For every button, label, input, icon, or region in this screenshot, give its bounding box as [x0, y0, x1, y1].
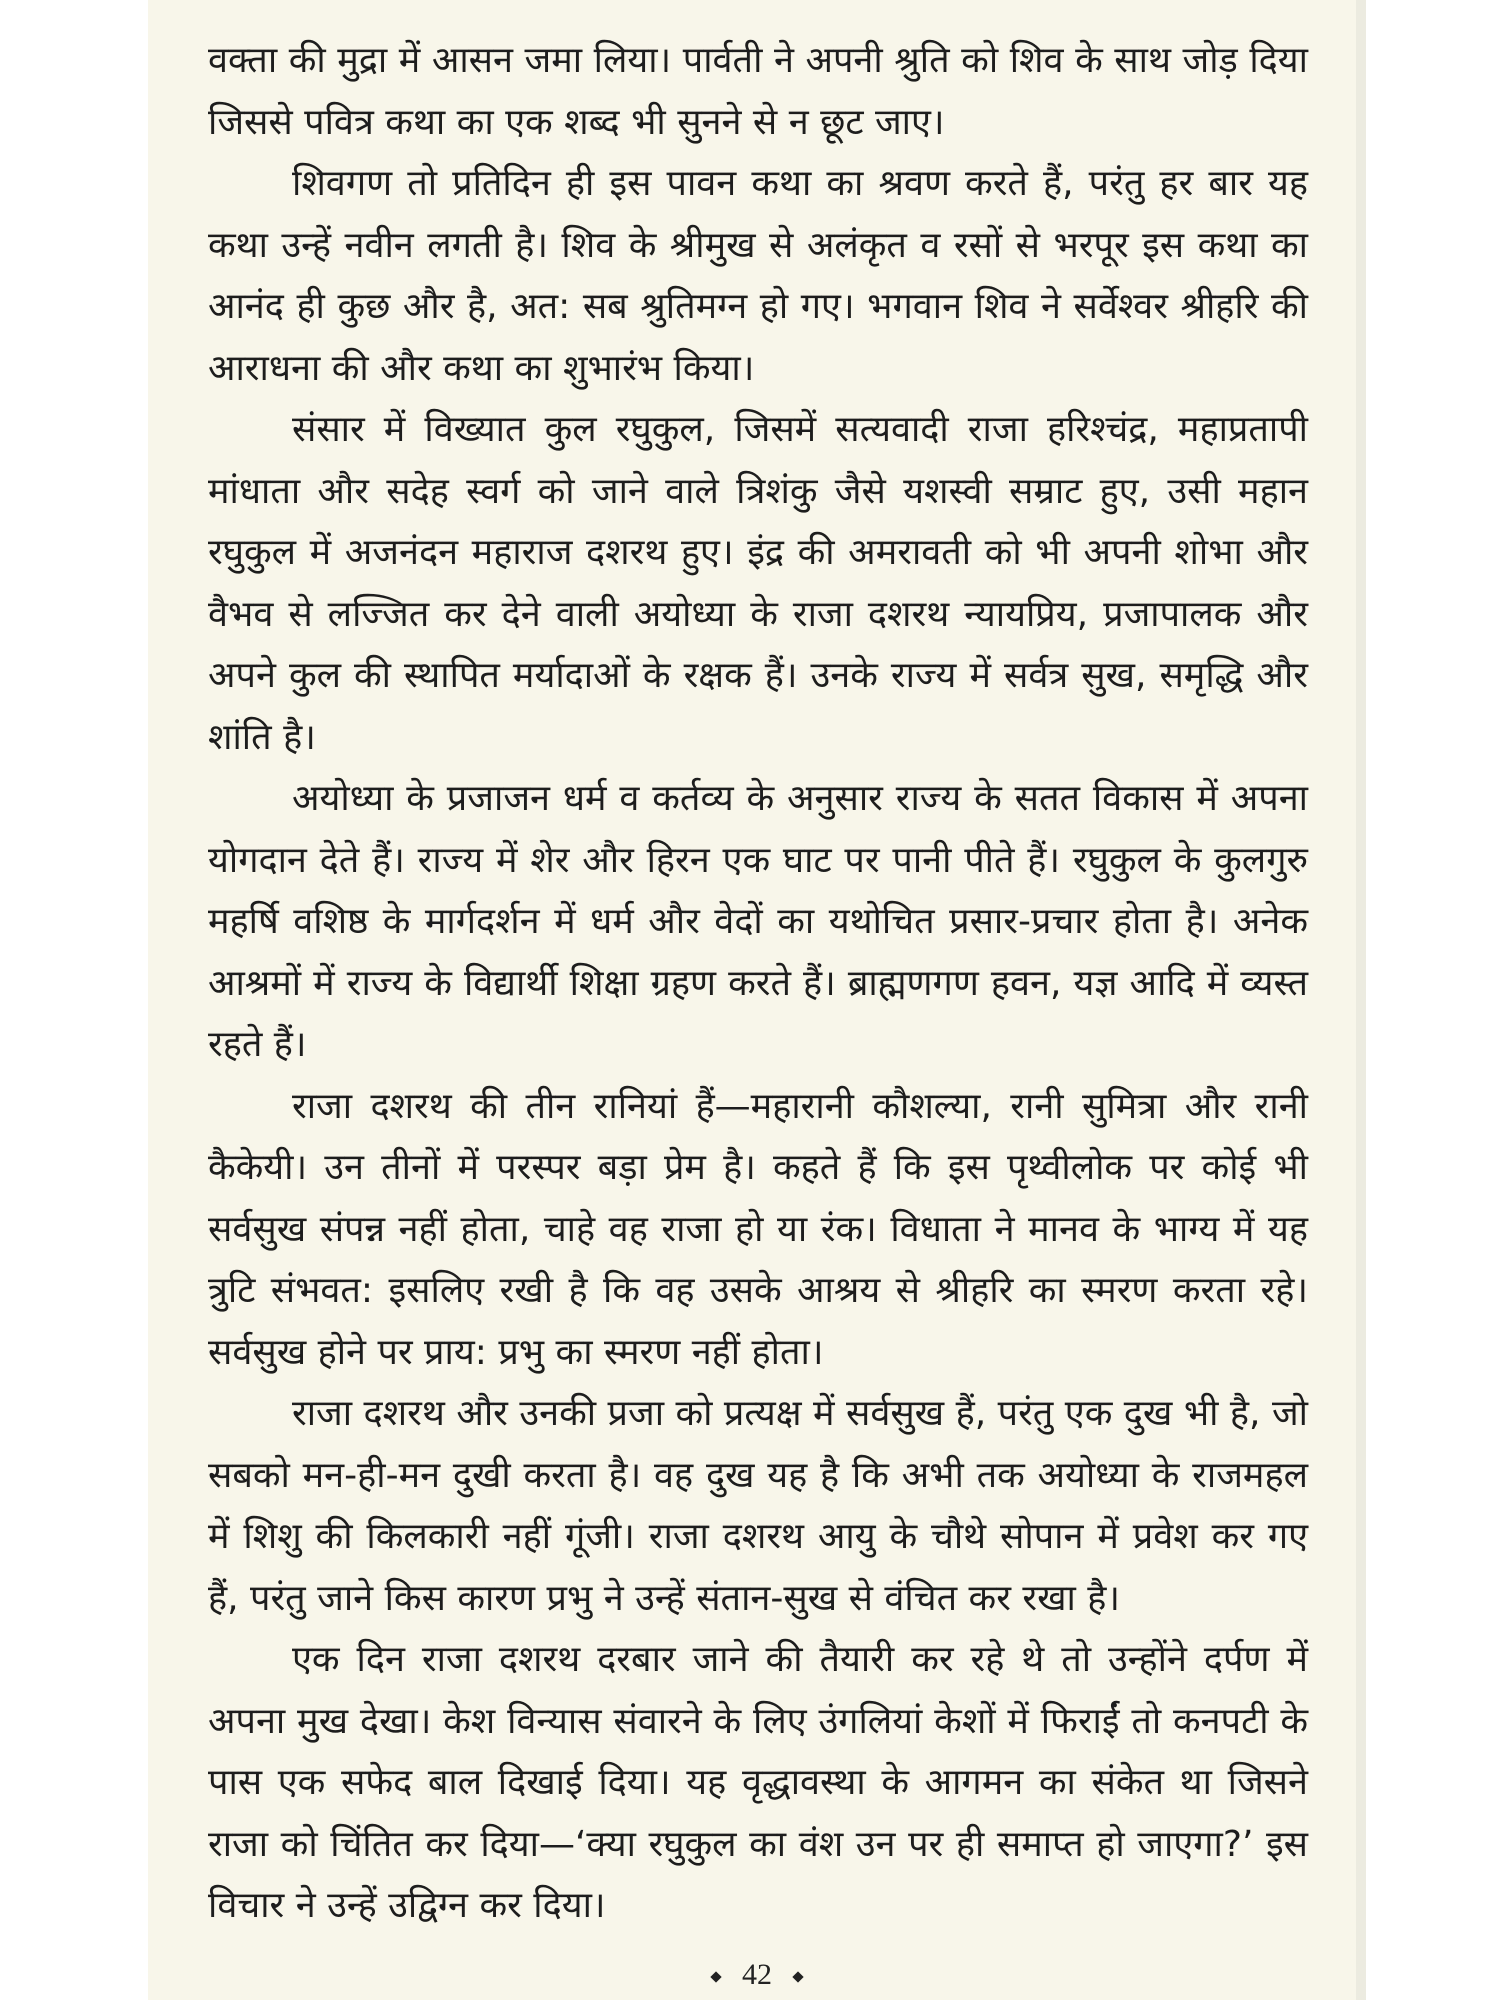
page-number: 42 — [742, 1958, 772, 1991]
page-footer — [148, 1958, 1366, 1992]
paragraph: वक्ता की मुद्रा में आसन जमा लिया। पार्वती ने अपनी श्रुति को शिव के साथ जोड़ दिया जिससे पवित्र कथा का एक शब्द भी सुनने से न छूट जाए। — [208, 40, 1308, 143]
body-text — [208, 30, 1308, 1937]
paragraph: राजा दशरथ की तीन रानियां हैं—महारानी कौशल्या, रानी सुमित्रा और रानी कैकेयी। उन तीनों में परस्पर बड़ा प्रेम है। कहते हैं कि इस पृथ्वीलोक पर कोई भी सर्वसुख संपन्न नहीं होता, चाहे वह राजा हो या रंक। विधाता ने मानव के भाग्य में यह त्रुटि संभवत: इसलिए रखी है कि वह उसके आश्रय से श्रीहरि का स्मरण करता रहे। सर्वसुख होने पर प्राय: प्रभु का स्मरण नहीं होता। — [208, 1085, 1308, 1373]
paragraph: शिवगण तो प्रतिदिन ही इस पावन कथा का श्रवण करते हैं, परंतु हर बार यह कथा उन्हें नवीन लगती है। शिव के श्रीमुख से अलंकृत व रसों से भरपूर इस कथा का आनंद ही कुछ और है, अत: सब श्रुतिमग्न हो गए। भगवान शिव ने सर्वेश्वर श्रीहरि की आराधना की और कथा का शुभारंभ किया। — [208, 163, 1308, 389]
paragraph: राजा दशरथ और उनकी प्रजा को प्रत्यक्ष में सर्वसुख हैं, परंतु एक दुख भी है, जो सबको मन-ही-मन दुखी करता है। वह दुख यह है कि अभी तक अयोध्या के राजमहल में शिशु की किलकारी नहीं गूंजी। राजा दशरथ आयु के चौथे सोपान में प्रवेश कर गए हैं, परंतु जाने किस कारण प्रभु ने उन्हें संतान-सुख से वंचित कर रखा है। — [208, 1393, 1308, 1619]
paragraph: संसार में विख्यात कुल रघुकुल, जिसमें सत्यवादी राजा हरिश्चंद्र, महाप्रतापी मांधाता और सदेह स्वर्ग को जाने वाले त्रिशंकु जैसे यशस्वी सम्राट हुए, उसी महान रघुकुल में अजनंदन महाराज दशरथ हुए। इंद्र की अमरावती को भी अपनी शोभा और वैभव से लज्जित कर देने वाली अयोध्या के राजा दशरथ न्यायप्रिय, प्रजापालक और अपने कुल की स्थापित मर्यादाओं के रक्षक हैं। उनके राज्य में सर्वत्र सुख, समृद्धि और शांति है। — [208, 409, 1308, 758]
page-edge — [1356, 0, 1366, 2000]
paragraph: एक दिन राजा दशरथ दरबार जाने की तैयारी कर रहे थे तो उन्होंने दर्पण में अपना मुख देखा। केश विन्यास संवारने के लिए उंगलियां केशों में फिराईं तो कनपटी के पास एक सफेद बाल दिखाई दिया। यह वृद्धावस्था के आगमन का संकेत था जिसने राजा को चिंतित कर दिया—‘क्या रघुकुल का वंश उन पर ही समाप्त हो जाएगा?’ इस विचार ने उन्हें उद्विग्न कर दिया। — [208, 1639, 1308, 1926]
diamond-ornament-icon — [792, 1971, 803, 1982]
paragraph: अयोध्या के प्रजाजन धर्म व कर्तव्य के अनुसार राज्य के सतत विकास में अपना योगदान देते हैं। राज्य में शेर और हिरन एक घाट पर पानी पीते हैं। रघुकुल के कुलगुरु महर्षि वशिष्ठ के मार्गदर्शन में धर्म और वेदों का यथोचित प्रसार-प्रचार होता है। अनेक आश्रमों में राज्य के विद्यार्थी शिक्षा ग्रहण करते हैं। ब्राह्मणगण हवन, यज्ञ आदि में व्यस्त रहते हैं। — [208, 778, 1308, 1065]
book-page — [148, 0, 1366, 2000]
diamond-ornament-icon — [710, 1971, 721, 1982]
